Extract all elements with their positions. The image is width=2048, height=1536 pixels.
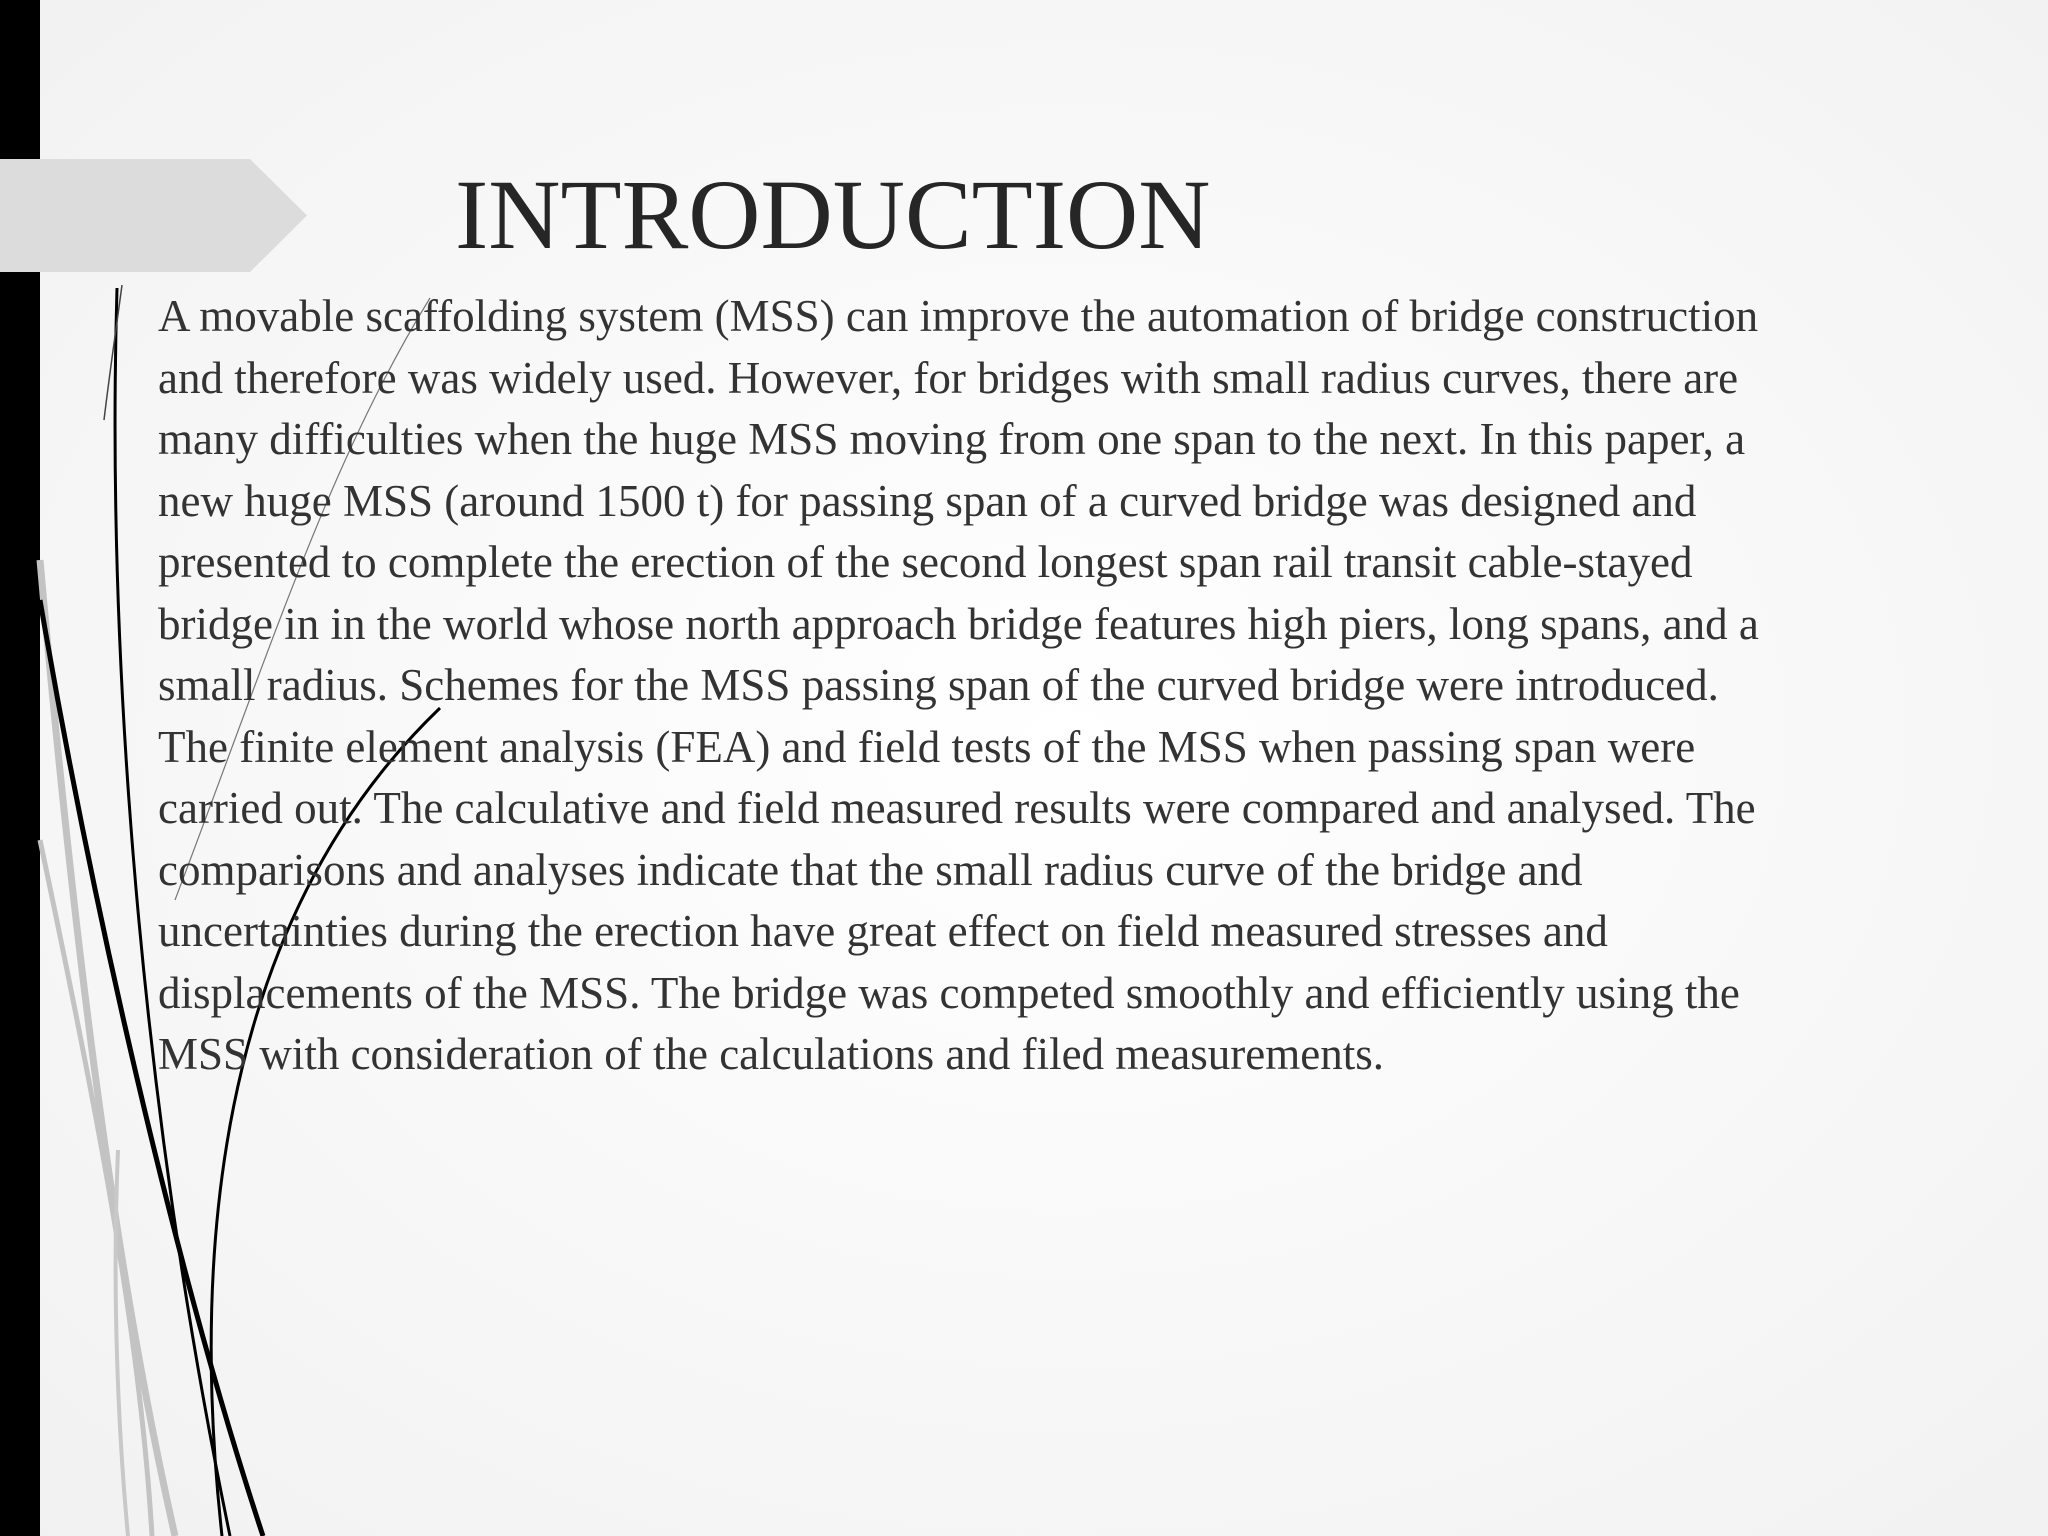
body-line-12: displacements of the MSS. The bridge was competed smoothly and efficiently using the: [158, 967, 1740, 1018]
body-line-11: uncertainties during the erection have great effect on field measured stresses and: [158, 906, 1608, 956]
body-line-5: presented to complete the erection of the second longest span rail transit cable-stayed: [158, 537, 1693, 587]
decor-curve-gray-3: [116, 1150, 128, 1536]
body-line-1: A movable scaffolding system (MSS) can improve the automation of bridge construction: [158, 291, 1759, 341]
decor-curve-gray-1: [40, 560, 175, 1536]
slide-body-text: [158, 286, 1988, 1086]
decor-line-thin-2: [104, 285, 122, 420]
body-line-3: many difficulties when the huge MSS moving from one span to the next. In this paper, a: [158, 414, 1746, 464]
decor-curve-gray-2: [40, 840, 152, 1536]
body-line-2: and therefore was widely used. However, for bridges with small radius curves, there are: [158, 352, 1739, 403]
body-line-9: carried out. The calculative and field measured results were compared and analysed. The: [158, 783, 1756, 833]
body-line-13: MSS with consideration of the calculations and filed measurements.: [158, 1029, 1384, 1079]
body-line-6: bridge in in the world whose north approach bridge features high piers, long spans, and a: [158, 598, 1759, 649]
body-line-8: The finite element analysis (FEA) and field tests of the MSS when passing span were: [158, 721, 1696, 772]
body-line-4: new huge MSS (around 1500 t) for passing span of a curved bridge was designed and: [158, 475, 1697, 526]
slide-title: INTRODUCTION: [455, 159, 1211, 270]
title-arrow-shape: [0, 159, 307, 272]
body-line-7: small radius. Schemes for the MSS passing span of the curved bridge were introduced.: [158, 660, 1719, 710]
body-line-10: comparisons and analyses indicate that the small radius curve of the bridge and: [158, 844, 1583, 895]
